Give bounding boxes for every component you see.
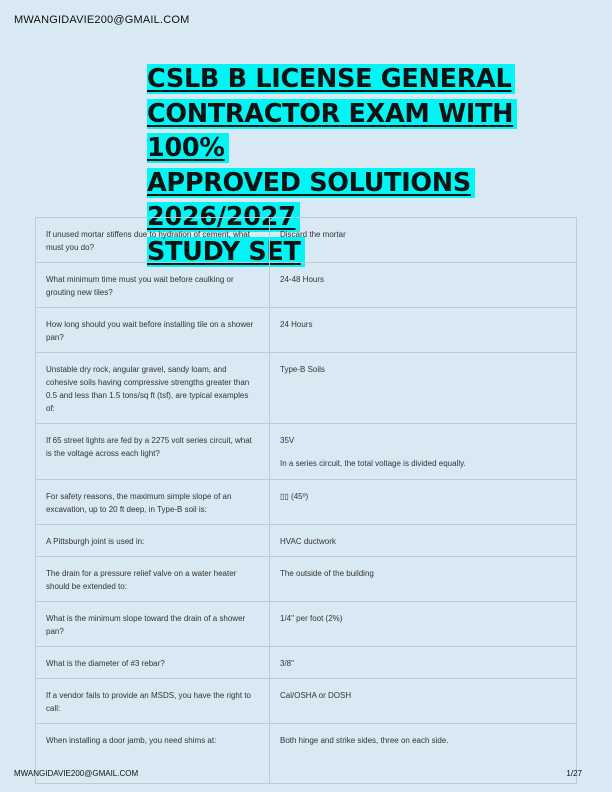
question-cell: When installing a door jamb, you need shims at:: [36, 724, 270, 784]
question-cell: The drain for a pressure relief valve on a water heater should be extended to:: [36, 557, 270, 602]
qa-table: [35, 217, 577, 784]
answer-note: In a series circuit, the total voltage is divided equally.: [280, 459, 466, 468]
question-cell: If 65 street lights are fed by a 2275 volt series circuit, what is the voltage across each light?: [36, 424, 270, 480]
answer-cell: 3/8": [270, 647, 577, 679]
answer-cell: ▯▯ (45º): [270, 480, 577, 525]
table-row: [36, 424, 577, 480]
answer-cell: [270, 424, 577, 480]
table-row: [36, 263, 577, 308]
question-cell: If unused mortar stiffens due to hydration of cement, what must you do?: [36, 218, 270, 263]
question-cell: What minimum time must you wait before caulking or grouting new tiles?: [36, 263, 270, 308]
table-row: [36, 525, 577, 557]
answer-cell: Type-B Soils: [270, 353, 577, 424]
answer-cell: 1/4" per foot (2%): [270, 602, 577, 647]
answer-text: 35V: [280, 436, 295, 445]
title-line-4: STUDY SET: [147, 237, 305, 267]
table-row: [36, 353, 577, 424]
table-row: [36, 308, 577, 353]
answer-cell: Cal/OSHA or DOSH: [270, 679, 577, 724]
answer-cell: 24 Hours: [270, 308, 577, 353]
question-cell: If a vendor fails to provide an MSDS, you have the right to call:: [36, 679, 270, 724]
title-line-2: CONTRACTOR EXAM WITH 100%: [147, 99, 517, 164]
question-cell: What is the diameter of #3 rebar?: [36, 647, 270, 679]
table-row: [36, 679, 577, 724]
table-row: [36, 647, 577, 679]
answer-cell: HVAC ductwork: [270, 525, 577, 557]
answer-cell: The outside of the building: [270, 557, 577, 602]
header-email: MWANGIDAVIE200@GMAIL.COM: [14, 14, 190, 26]
footer-email: MWANGIDAVIE200@GMAIL.COM: [14, 769, 139, 778]
page-number: 1/27: [566, 769, 582, 778]
table-row: [36, 557, 577, 602]
question-cell: For safety reasons, the maximum simple slope of an excavation, up to 20 ft deep, in Type-B soil is:: [36, 480, 270, 525]
title-line-1: CSLB B LICENSE GENERAL: [147, 64, 515, 94]
table-row: [36, 218, 577, 263]
question-cell: Unstable dry rock, angular gravel, sandy loam, and cohesive soils having compressive strengths greater than 0.5 and less than 1.5 tons/sq ft (tsf), are typical examples of:: [36, 353, 270, 424]
question-cell: What is the minimum slope toward the drain of a shower pan?: [36, 602, 270, 647]
question-cell: A Pittsburgh joint is used in:: [36, 525, 270, 557]
answer-cell: Discard the mortar: [270, 218, 577, 263]
question-cell: How long should you wait before installing tile on a shower pan?: [36, 308, 270, 353]
title-line-3: APPROVED SOLUTIONS 2026/2027: [147, 168, 475, 233]
answer-cell: Both hinge and strike sides, three on each side.: [270, 724, 577, 784]
answer-cell: 24-48 Hours: [270, 263, 577, 308]
table-row: [36, 602, 577, 647]
table-row: [36, 480, 577, 525]
